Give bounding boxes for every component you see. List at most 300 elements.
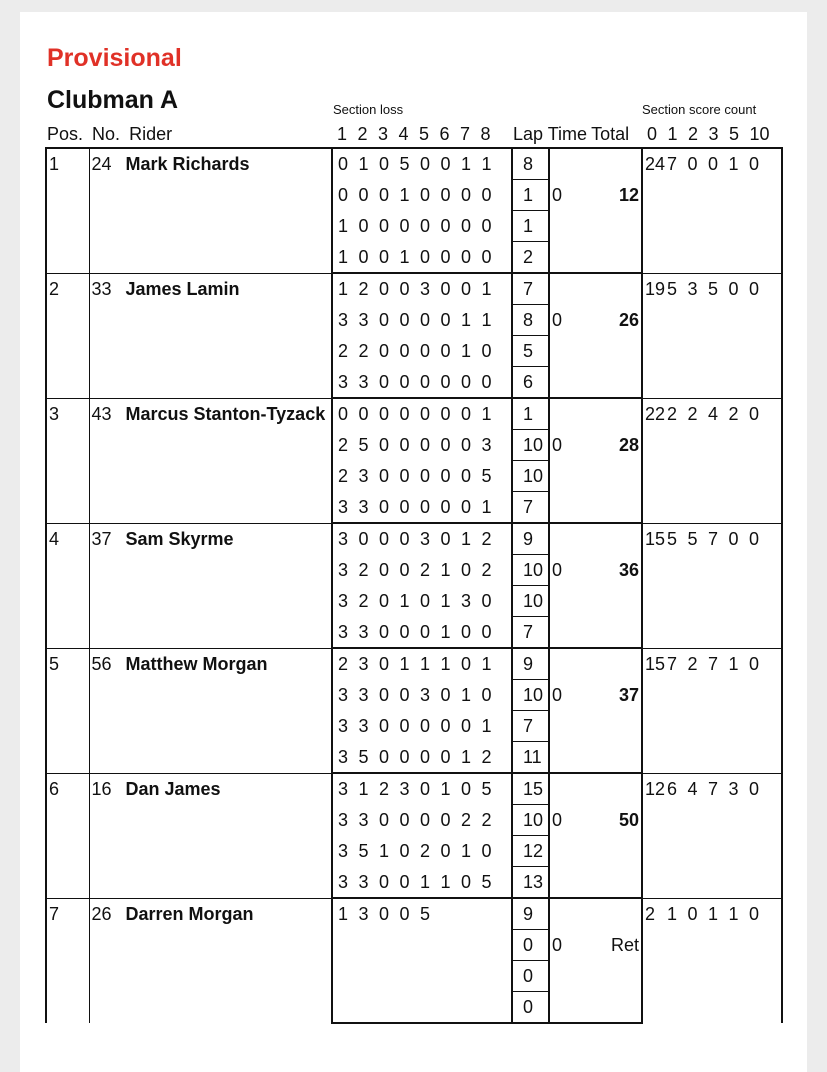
section-score: 3 bbox=[358, 685, 369, 705]
score-count-value: 0 bbox=[728, 528, 739, 549]
time-penalty bbox=[549, 211, 569, 242]
section-score: 3 bbox=[338, 591, 349, 611]
section-score: 1 bbox=[461, 529, 472, 550]
section-score: 1 bbox=[338, 279, 349, 300]
rider-total bbox=[569, 742, 642, 774]
time-penalty bbox=[549, 898, 569, 930]
score-count-value: 3 bbox=[687, 278, 698, 299]
section-score: 3 bbox=[338, 685, 349, 705]
rider-total bbox=[569, 367, 642, 399]
section-loss-scores bbox=[332, 273, 512, 305]
section-loss-scores bbox=[332, 492, 512, 524]
section-score: 3 bbox=[338, 746, 349, 767]
score-count-value: 0 bbox=[749, 778, 760, 799]
time-penalty: 0 bbox=[552, 185, 563, 205]
section-score: 0 bbox=[399, 404, 410, 425]
score-count-value: 4 bbox=[708, 403, 719, 424]
section-score: 1 bbox=[399, 185, 410, 205]
section-score: 0 bbox=[440, 279, 451, 300]
section-score: 0 bbox=[440, 154, 451, 175]
no-header: No. bbox=[92, 124, 121, 144]
lap-total: 10 bbox=[512, 430, 549, 461]
section-score: 3 bbox=[338, 560, 349, 580]
section-score: 2 bbox=[358, 279, 369, 300]
section-score: 0 bbox=[399, 810, 410, 830]
count-0-header: 0 bbox=[647, 124, 658, 144]
section-score: 0 bbox=[420, 404, 431, 425]
section-loss-scores bbox=[332, 523, 512, 555]
lap-row bbox=[46, 148, 782, 180]
section-score: 0 bbox=[481, 371, 492, 392]
section-score: 3 bbox=[338, 310, 349, 330]
section-loss-scores bbox=[332, 148, 512, 180]
section-score: 3 bbox=[420, 685, 431, 705]
section-score: 3 bbox=[358, 310, 369, 330]
section-loss-scores bbox=[332, 680, 512, 711]
section-score: 3 bbox=[338, 841, 349, 861]
section-score: 0 bbox=[379, 435, 390, 455]
section-score: 2 bbox=[338, 341, 349, 361]
section-score: 2 bbox=[358, 560, 369, 580]
section-loss-scores bbox=[332, 898, 512, 930]
score-count-value: 0 bbox=[728, 278, 739, 299]
rider-header: Rider bbox=[129, 124, 173, 144]
section-score: 1 bbox=[399, 246, 410, 267]
score-count-value: 1 bbox=[667, 903, 678, 924]
section-score: 5 bbox=[481, 779, 492, 800]
section-score: 0 bbox=[440, 685, 451, 705]
section-score: 0 bbox=[461, 779, 472, 800]
time-penalty bbox=[549, 242, 569, 274]
status-label: Provisional bbox=[47, 44, 182, 72]
section-score: 0 bbox=[399, 904, 410, 925]
section-score: 0 bbox=[440, 216, 451, 236]
lap-total: 10 bbox=[512, 461, 549, 492]
section-score: 1 bbox=[481, 154, 492, 175]
rider-number: 26 bbox=[91, 903, 112, 924]
rider-total bbox=[569, 898, 642, 930]
lap-total: 12 bbox=[512, 836, 549, 867]
rider-position: 1 bbox=[46, 148, 89, 273]
section-score: 1 bbox=[379, 841, 390, 861]
section-loss-scores bbox=[332, 398, 512, 430]
rider-cell bbox=[89, 148, 332, 273]
section-score: 0 bbox=[379, 154, 390, 175]
section-score: 3 bbox=[358, 904, 369, 925]
section-score: 3 bbox=[358, 654, 369, 675]
time-penalty bbox=[549, 398, 569, 430]
section-score: 0 bbox=[379, 404, 390, 425]
rider-cell bbox=[89, 898, 332, 1023]
section-score: 0 bbox=[420, 371, 431, 392]
rider-name: Matthew Morgan bbox=[125, 653, 268, 674]
lap-total: 9 bbox=[512, 523, 549, 555]
time-header: Time bbox=[547, 124, 588, 144]
section-score: 3 bbox=[358, 371, 369, 392]
count-10-header: 10 bbox=[749, 124, 770, 144]
score-count-value: 19 bbox=[645, 278, 666, 299]
section-loss-scores bbox=[332, 461, 512, 492]
rider-number: 24 bbox=[91, 154, 112, 174]
section-score: 0 bbox=[379, 371, 390, 392]
section-score: 1 bbox=[338, 246, 349, 267]
time-penalty bbox=[549, 742, 569, 774]
section-score: 0 bbox=[379, 716, 390, 736]
section-score: 3 bbox=[338, 810, 349, 830]
section-score: 3 bbox=[358, 871, 369, 892]
section-loss-scores bbox=[332, 961, 512, 992]
time-penalty bbox=[549, 992, 569, 1024]
section-score: 0 bbox=[461, 716, 472, 736]
pos-header: Pos. bbox=[47, 124, 84, 144]
score-count bbox=[642, 898, 782, 1023]
section-score: 0 bbox=[440, 746, 451, 767]
time-penalty: 0 bbox=[552, 310, 563, 330]
lap-time-total-headers bbox=[513, 124, 629, 145]
rider-total: 12 bbox=[618, 185, 639, 205]
rider-number: 43 bbox=[91, 403, 112, 424]
rider-cell bbox=[89, 523, 332, 648]
section-score: 3 bbox=[358, 496, 369, 517]
section-score: 0 bbox=[379, 621, 390, 642]
rider-total: Ret bbox=[610, 935, 639, 955]
lap-row bbox=[46, 648, 782, 680]
section-score: 0 bbox=[440, 716, 451, 736]
section-score: 1 bbox=[481, 716, 492, 736]
section-score: 3 bbox=[338, 716, 349, 736]
score-count-value: 0 bbox=[749, 528, 760, 549]
section-score: 0 bbox=[420, 466, 431, 486]
section-score: 0 bbox=[379, 904, 390, 925]
section-score: 0 bbox=[399, 216, 410, 236]
section-loss-scores bbox=[332, 180, 512, 211]
rider-position: 2 bbox=[46, 273, 89, 398]
section-score: 0 bbox=[379, 310, 390, 330]
time-penalty bbox=[549, 867, 569, 899]
lap-total: 1 bbox=[512, 180, 549, 211]
section-score: 0 bbox=[420, 716, 431, 736]
score-count bbox=[642, 148, 782, 273]
rider-name: Mark Richards bbox=[125, 154, 250, 174]
section-score: 0 bbox=[440, 435, 451, 455]
section-score: 0 bbox=[399, 529, 410, 550]
rider-total bbox=[569, 773, 642, 805]
lap-total: 13 bbox=[512, 867, 549, 899]
section-score: 0 bbox=[358, 529, 369, 550]
section-score: 0 bbox=[440, 185, 451, 205]
section-score: 0 bbox=[461, 560, 472, 580]
lap-total: 0 bbox=[512, 961, 549, 992]
score-count-value: 15 bbox=[645, 653, 666, 674]
time-penalty bbox=[549, 461, 569, 492]
section-score: 0 bbox=[420, 341, 431, 361]
section-score: 2 bbox=[358, 341, 369, 361]
section-score: 0 bbox=[461, 654, 472, 675]
section-loss-scores bbox=[332, 992, 512, 1024]
section-score: 0 bbox=[379, 246, 390, 267]
rider-total bbox=[569, 242, 642, 274]
section-score: 1 bbox=[461, 154, 472, 175]
section-score: 0 bbox=[440, 404, 451, 425]
rider-total bbox=[569, 867, 642, 899]
score-count-value: 5 bbox=[667, 278, 678, 299]
rider-total bbox=[569, 492, 642, 524]
time-penalty: 0 bbox=[552, 810, 563, 830]
section-loss-scores bbox=[332, 555, 512, 586]
lap-total: 1 bbox=[512, 211, 549, 242]
section-loss-scores bbox=[332, 867, 512, 899]
section-score: 0 bbox=[399, 341, 410, 361]
section-score: 0 bbox=[481, 621, 492, 642]
score-count-value: 1 bbox=[708, 903, 719, 924]
section-score: 0 bbox=[399, 371, 410, 392]
score-count-value: 7 bbox=[708, 653, 719, 674]
section-score: 0 bbox=[420, 216, 431, 236]
section-score: 0 bbox=[481, 841, 492, 861]
lap-total: 9 bbox=[512, 898, 549, 930]
section-score: 2 bbox=[338, 466, 349, 486]
score-count-value: 0 bbox=[708, 154, 719, 174]
score-count-value: 1 bbox=[728, 903, 739, 924]
section-score: 0 bbox=[461, 246, 472, 267]
section-loss-scores bbox=[332, 305, 512, 336]
rider-name: Darren Morgan bbox=[125, 903, 254, 924]
section-score: 0 bbox=[420, 591, 431, 611]
section-score: 2 bbox=[338, 654, 349, 675]
lap-row bbox=[46, 273, 782, 305]
section-score: 0 bbox=[481, 341, 492, 361]
section-score: 0 bbox=[358, 246, 369, 267]
count-1-header: 1 bbox=[667, 124, 678, 144]
rider-name: Marcus Stanton-Tyzack bbox=[125, 403, 326, 424]
lap-total: 6 bbox=[512, 367, 549, 399]
score-count-value: 2 bbox=[687, 403, 698, 424]
score-count-value: 5 bbox=[667, 528, 678, 549]
section-score: 0 bbox=[461, 496, 472, 517]
section-score: 0 bbox=[461, 185, 472, 205]
score-count-value: 7 bbox=[708, 528, 719, 549]
score-count-value: 3 bbox=[728, 778, 739, 799]
rider-cell bbox=[89, 273, 332, 398]
lap-total: 7 bbox=[512, 711, 549, 742]
section-loss-scores bbox=[332, 836, 512, 867]
score-count-value: 0 bbox=[749, 278, 760, 299]
time-penalty: 0 bbox=[552, 435, 563, 455]
score-count-value: 5 bbox=[687, 528, 698, 549]
lap-row bbox=[46, 773, 782, 805]
section-score: 0 bbox=[379, 746, 390, 767]
section-score: 1 bbox=[358, 779, 369, 800]
section-score: 1 bbox=[481, 496, 492, 517]
rider-cell bbox=[89, 398, 332, 523]
section-1-header: 1 bbox=[337, 124, 348, 144]
lap-total: 8 bbox=[512, 305, 549, 336]
section-loss-header: Section loss bbox=[333, 102, 404, 117]
section-3-header: 3 bbox=[378, 124, 389, 144]
section-score: 0 bbox=[440, 371, 451, 392]
section-score: 0 bbox=[461, 216, 472, 236]
section-score: 0 bbox=[420, 621, 431, 642]
section-score: 0 bbox=[399, 841, 410, 861]
section-score: 0 bbox=[399, 716, 410, 736]
rider-total: 28 bbox=[618, 435, 639, 455]
section-loss-scores bbox=[332, 211, 512, 242]
time-penalty bbox=[549, 273, 569, 305]
time-penalty bbox=[549, 961, 569, 992]
section-score: 3 bbox=[338, 779, 349, 800]
class-title: Clubman A bbox=[47, 86, 179, 114]
section-score: 1 bbox=[420, 871, 431, 892]
lap-total: 10 bbox=[512, 586, 549, 617]
section-score: 1 bbox=[481, 654, 492, 675]
rider-name: Sam Skyrme bbox=[125, 528, 234, 549]
lap-row bbox=[46, 898, 782, 930]
section-score: 0 bbox=[358, 185, 369, 205]
lap-total: 5 bbox=[512, 336, 549, 367]
section-loss-scores bbox=[332, 336, 512, 367]
section-score: 0 bbox=[358, 404, 369, 425]
rider-total bbox=[569, 148, 642, 180]
time-penalty bbox=[549, 617, 569, 649]
time-penalty: 0 bbox=[552, 935, 563, 955]
section-6-header: 6 bbox=[439, 124, 450, 144]
section-loss-scores bbox=[332, 617, 512, 649]
section-score: 0 bbox=[379, 871, 390, 892]
section-score: 1 bbox=[461, 841, 472, 861]
time-penalty bbox=[549, 336, 569, 367]
section-loss-scores bbox=[332, 930, 512, 961]
section-score: 0 bbox=[358, 216, 369, 236]
section-score: 1 bbox=[399, 591, 410, 611]
score-count-value: 0 bbox=[749, 653, 760, 674]
score-count-value: 5 bbox=[708, 278, 719, 299]
section-score: 0 bbox=[440, 841, 451, 861]
section-score: 1 bbox=[481, 279, 492, 300]
rider-cell bbox=[89, 773, 332, 898]
lap-header: Lap bbox=[513, 124, 544, 144]
rider-total bbox=[569, 273, 642, 305]
section-score: 0 bbox=[379, 279, 390, 300]
section-score: 1 bbox=[440, 779, 451, 800]
section-score: 0 bbox=[338, 185, 349, 205]
score-count bbox=[642, 773, 782, 898]
section-score: 0 bbox=[338, 154, 349, 175]
time-penalty: 0 bbox=[552, 560, 563, 580]
section-score: 1 bbox=[461, 685, 472, 705]
lap-total: 7 bbox=[512, 492, 549, 524]
section-score: 0 bbox=[379, 810, 390, 830]
section-score: 5 bbox=[481, 871, 492, 892]
rider-total bbox=[569, 586, 642, 617]
rider-total bbox=[569, 398, 642, 430]
section-score: 0 bbox=[399, 310, 410, 330]
section-score: 1 bbox=[399, 654, 410, 675]
results-table bbox=[45, 147, 783, 1024]
section-score: 2 bbox=[358, 591, 369, 611]
section-score: 0 bbox=[379, 591, 390, 611]
section-score: 3 bbox=[461, 591, 472, 611]
section-score: 0 bbox=[481, 591, 492, 611]
section-score: 1 bbox=[440, 871, 451, 892]
section-score: 2 bbox=[420, 560, 431, 580]
section-score: 2 bbox=[481, 529, 492, 550]
section-number-headers bbox=[337, 124, 501, 145]
section-score: 1 bbox=[481, 404, 492, 425]
lap-total: 11 bbox=[512, 742, 549, 774]
section-score: 0 bbox=[399, 746, 410, 767]
rider-total: 37 bbox=[618, 685, 639, 705]
section-score: 3 bbox=[358, 716, 369, 736]
section-score: 2 bbox=[461, 810, 472, 830]
section-score: 0 bbox=[481, 246, 492, 267]
section-score: 1 bbox=[440, 560, 451, 580]
section-score: 0 bbox=[440, 466, 451, 486]
section-loss-scores bbox=[332, 648, 512, 680]
section-score: 0 bbox=[399, 685, 410, 705]
time-penalty bbox=[549, 836, 569, 867]
rider-total: 26 bbox=[618, 310, 639, 330]
lap-total: 7 bbox=[512, 273, 549, 305]
section-score: 5 bbox=[358, 435, 369, 455]
section-score: 1 bbox=[461, 746, 472, 767]
section-score: 3 bbox=[338, 529, 349, 550]
section-score: 0 bbox=[481, 185, 492, 205]
section-score: 0 bbox=[379, 560, 390, 580]
score-count-value: 7 bbox=[708, 778, 719, 799]
section-loss-scores bbox=[332, 742, 512, 774]
rider-total bbox=[569, 836, 642, 867]
section-score: 1 bbox=[461, 341, 472, 361]
score-count-value: 22 bbox=[645, 403, 666, 424]
section-loss-scores bbox=[332, 773, 512, 805]
section-score: 0 bbox=[440, 310, 451, 330]
section-score: 0 bbox=[420, 496, 431, 517]
score-count-value: 2 bbox=[645, 903, 656, 924]
lap-total: 7 bbox=[512, 617, 549, 649]
section-score: 5 bbox=[358, 841, 369, 861]
lap-total: 0 bbox=[512, 930, 549, 961]
time-penalty bbox=[549, 773, 569, 805]
section-score: 0 bbox=[420, 810, 431, 830]
score-count bbox=[642, 648, 782, 773]
section-score: 2 bbox=[481, 746, 492, 767]
section-score: 0 bbox=[420, 779, 431, 800]
section-score: 0 bbox=[440, 246, 451, 267]
rider-position: 7 bbox=[46, 898, 89, 1023]
section-score: 2 bbox=[481, 810, 492, 830]
section-score: 0 bbox=[461, 466, 472, 486]
section-score: 3 bbox=[338, 496, 349, 517]
section-score: 3 bbox=[358, 466, 369, 486]
time-penalty bbox=[549, 586, 569, 617]
rider-cell bbox=[89, 648, 332, 773]
section-score: 0 bbox=[379, 529, 390, 550]
rider-number: 16 bbox=[91, 778, 112, 799]
score-count-value: 0 bbox=[687, 154, 698, 174]
section-score: 3 bbox=[420, 529, 431, 550]
section-score: 0 bbox=[420, 154, 431, 175]
section-score: 0 bbox=[379, 185, 390, 205]
section-score: 0 bbox=[379, 654, 390, 675]
section-score: 0 bbox=[461, 371, 472, 392]
lap-total: 0 bbox=[512, 992, 549, 1024]
score-count-value: 7 bbox=[667, 653, 678, 674]
section-score: 0 bbox=[399, 621, 410, 642]
section-score: 0 bbox=[379, 496, 390, 517]
section-score: 0 bbox=[399, 435, 410, 455]
section-score: 1 bbox=[358, 154, 369, 175]
score-count-value: 7 bbox=[667, 154, 678, 174]
